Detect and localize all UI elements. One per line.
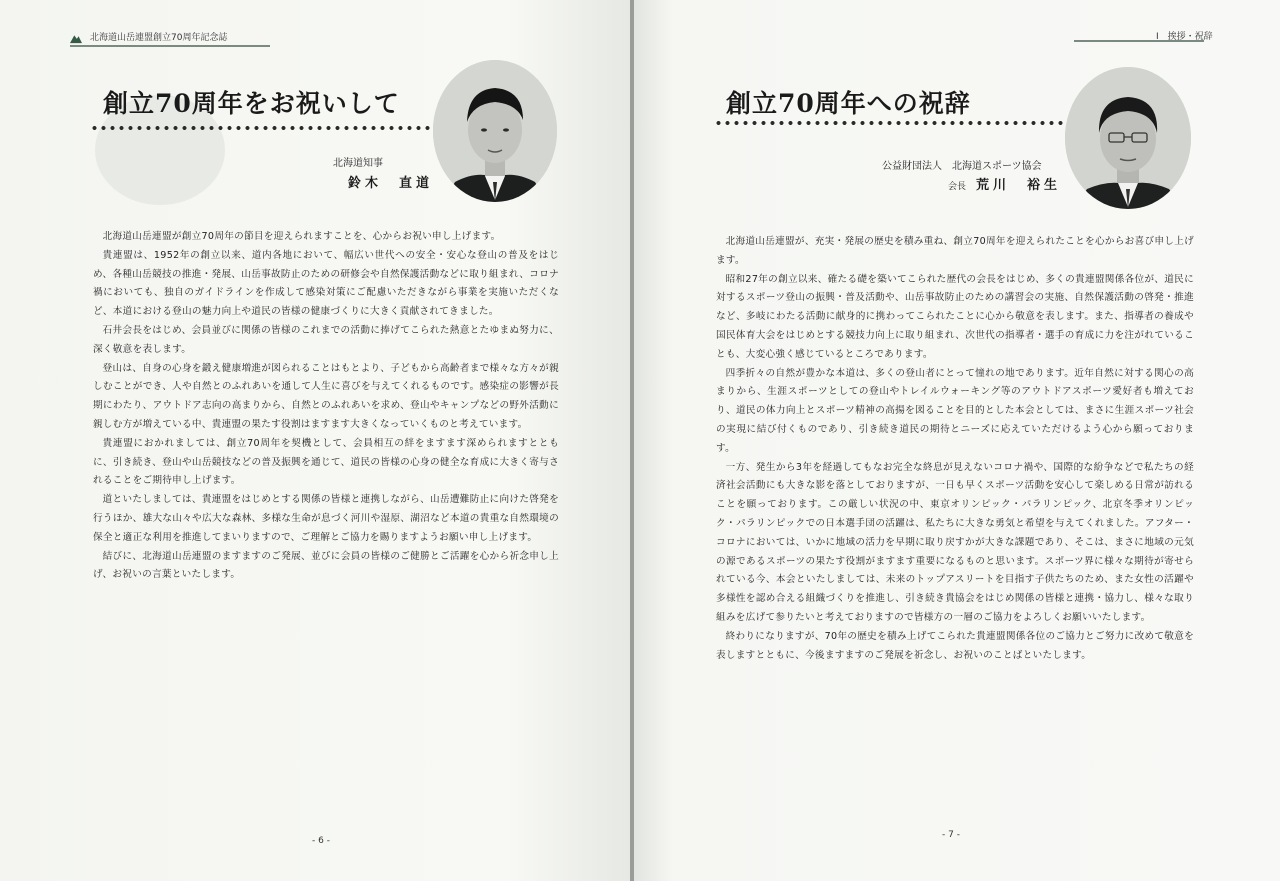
paragraph: 登山は、自身の心身を鍛え健康増進が図られることはもとより、子どもから高齢者まで様々な方々が親しむことができ、人や自然とのふれあいを通して人生に喜びを与えてくれるものです。感染症の影響が長期にわたり、アウトドア志向の高まりから、自然とのふれあいを求め、登山やキャンプなどの野外活動に親しむ方が増えている中、貴連盟の果たす役割はますます大きくなっていくものと考えています。: [93, 362, 559, 430]
page-number: - 7 -: [942, 830, 960, 840]
title-dotted-rule: [714, 120, 1070, 126]
paragraph: 四季折々の自然が豊かな本道は、多くの登山者にとって憧れの地であります。近年自然に対する関心の高まりから、生涯スポーツとしての登山やトレイルウォーキング等のアウトドアスポーツ愛好者も増えており、道民の体力向上とスポーツ精神の高揚を図ることを目的とした本会としては、まさに生涯スポーツ社会の実現に結び付くものであり、引き続き道民の期待とニーズに応えていただけるよう心から願っております。: [716, 367, 1194, 454]
page-number: - 6 -: [312, 836, 330, 846]
author-org: 北海道知事: [333, 158, 383, 169]
paragraph: 結びに、北海道山岳連盟のますますのご発展、並びに会員の皆様のご健勝とご活躍を心から祈念申し上げ、お祝いの言葉といたします。: [93, 550, 559, 581]
page-title: 創立70周年をお祝いして: [103, 89, 400, 118]
paragraph: 北海道山岳連盟が創立70周年の節目を迎えられますことを、心からお祝い申し上げます。: [102, 231, 501, 242]
page-title: 創立70周年への祝辞: [726, 89, 971, 118]
paragraph: 石井会長をはじめ、会員並びに関係の皆様のこれまでの活動に捧げてこられた熱意とたゆまぬ努力に、深く敬意を表します。: [93, 324, 559, 355]
paragraph: 終わりになりますが、70年の歴史を積み上げてこられた貴連盟関係各位のご協力とご努力に改めて敬意を表しますとともに、今後ますますのご発展を祈念し、お祝いのことばといたします。: [716, 630, 1194, 661]
author-role: 会長: [948, 182, 967, 192]
author-org: 公益財団法人 北海道スポーツ協会: [882, 161, 1042, 172]
president-portrait: [1065, 67, 1191, 209]
author-name: 鈴木 直道: [348, 176, 434, 191]
paragraph: 北海道山岳連盟が、充実・発展の歴史を積み重ね、創立70周年を迎えられたことを心からお喜び申し上げます。: [716, 236, 1194, 266]
running-head-rule: [70, 45, 270, 47]
running-head: 北海道山岳連盟創立70周年記念誌: [90, 33, 228, 43]
body-text: [93, 228, 559, 585]
paragraph: 一方、発生から3年を経過してもなお完全な終息が見えないコロナ禍や、国際的な紛争などで私たちの経済社会活動にも大きな影を落としておりますが、一日も早くスポーツ活動を安心して楽しめる日常が訪れることを願っております。この厳しい状況の中、東京オリンピック・パラリンピック、北京冬季オリンピック・パラリンピックでの日本選手団の活躍は、私たちに大きな勇気と希望を与えてくれました。アフター・コロナにおいては、いかに地域の活力を早期に取り戻すかが大きな課題であり、そこは、まさに地域の元気の源であるスポーツの果たす役割がますます重要になるものと思います。スポーツ界に様々な期待が寄せられている今、本会といたしましては、未来のトップアスリートを目指す子供たちのため、また女性の活躍や多様性を認め合える組織づくりを推進し、引き続き貴協会をはじめ関係の皆様と連携・協力し、様々な取り組みを広げて参りたいと考えておりますので皆様方の一層のご協力をよろしくお願いいたします。: [716, 461, 1194, 623]
paragraph: 昭和27年の創立以来、確たる礎を築いてこられた歴代の会長をはじめ、多くの貴連盟関係各位が、道民に対するスポーツ登山の振興・普及活動や、山岳事故防止のための講習会の実施、自然保護活動の啓発・推進など、多岐にわたる活動に献身的に携わってこられたことに心から敬意を表します。また、指導者の養成や国民体育大会をはじめとする競技力向上に取り組まれ、次世代の指導者・選手の育成に力を注がれていることも、大変心強く感じているところであります。: [716, 273, 1194, 360]
left-page: [0, 0, 632, 881]
paragraph: 貴連盟は、1952年の創立以来、道内各地において、幅広い世代への安全・安心な登山の普及をはじめ、各種山岳競技の推進・発展、山岳事故防止のための研修会や自然保護活動などに取り組まれ、コロナ禍においても、独自のガイドラインを作成して感染対策にご配慮いただきながら事業を実施いただくなど、本道における登山の魅力向上や道民の皆様の健康づくりに大きく貢献されてきました。: [93, 249, 559, 318]
governor-portrait: [433, 60, 557, 202]
body-text: [716, 233, 1194, 665]
paragraph: 貴連盟におかれましては、創立70周年を契機として、会員相互の絆をますます深められますとともに、引き続き、登山や山岳競技などの普及振興を通じて、道民の皆様の心身の健全な育成に大きく寄与されることをご期待申し上げます。: [93, 437, 559, 487]
author-name: 荒川 裕生: [976, 178, 1062, 193]
running-head: Ⅰ 挨拶・祝辞: [1156, 32, 1213, 42]
title-dotted-rule: [90, 125, 436, 131]
paragraph: 道といたしましては、貴連盟をはじめとする関係の皆様と連携しながら、山岳遭難防止に向けた啓発を行うほか、雄大な山々や広大な森林、多様な生命が息づく河川や湿原、湖沼など本道の貴重な自然環境の保全と適正な利用を推進してまいりますので、ご理解とご協力を賜りますようお願い申し上げます。: [93, 494, 559, 543]
mountain-logo-icon: [70, 32, 82, 44]
right-page: [634, 0, 1280, 881]
